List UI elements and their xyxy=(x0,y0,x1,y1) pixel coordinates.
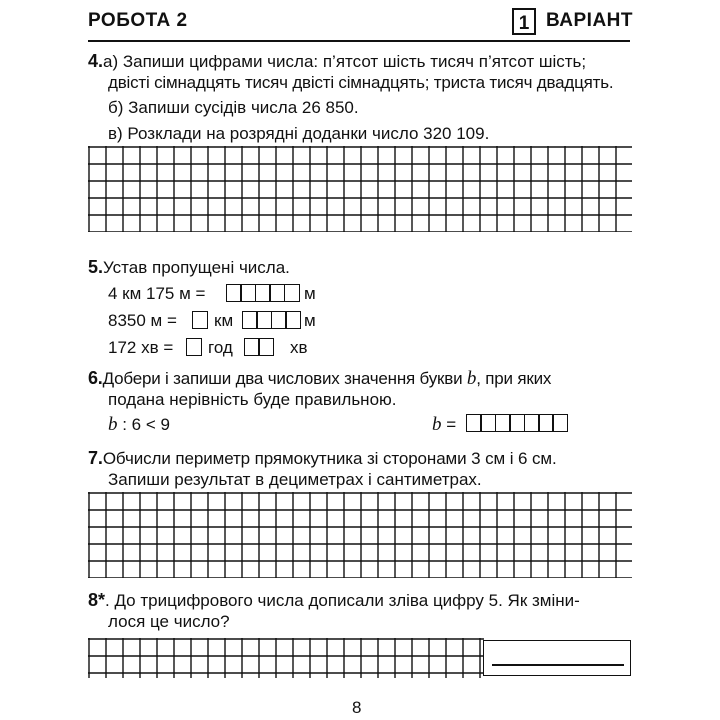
task8 xyxy=(88,589,580,612)
answer-eq: = xyxy=(441,415,457,434)
task6-number: 6. xyxy=(88,368,103,388)
task6-line1-part2: , при яких xyxy=(476,369,552,388)
task7-line2: Запиши результат в дециметрах і сантиметрах. xyxy=(108,470,482,489)
task5 xyxy=(88,256,290,279)
task8-number: 8* xyxy=(88,590,106,610)
task6-line2: подана нерівність буде правильною. xyxy=(108,390,397,409)
task5-row2-prefix: 8350 м = xyxy=(108,311,177,330)
grid-task8[interactable] xyxy=(88,638,484,678)
inequality-rest: : 6 < 9 xyxy=(117,415,170,434)
task6 xyxy=(88,367,551,390)
grid-task7[interactable] xyxy=(88,492,632,578)
task5-row3-cells-b[interactable] xyxy=(244,338,274,356)
answer-cell[interactable] xyxy=(285,311,301,329)
task5-row3-prefix: 172 хв = xyxy=(108,338,174,357)
answer-cell[interactable] xyxy=(258,338,274,356)
task5-row1-prefix: 4 км 175 м = xyxy=(108,284,206,303)
answer-box[interactable] xyxy=(483,640,631,676)
variant-label: ВАРІАНТ xyxy=(546,10,633,31)
letter-b: b xyxy=(432,414,442,435)
letter-b: b xyxy=(466,368,477,389)
task5-row1-cells[interactable] xyxy=(226,284,300,302)
work-title: РОБОТА 2 xyxy=(88,10,188,31)
task5-row3-cells-a[interactable] xyxy=(186,338,202,356)
task4-a-line1: а) Запиши цифрами числа: п’ятсот шість тисяч п’ятсот шість; xyxy=(103,52,587,71)
header-rule xyxy=(88,40,630,42)
task6-answer-label xyxy=(432,414,456,436)
task4-number: 4. xyxy=(88,51,104,71)
letter-b: b xyxy=(108,414,118,435)
task5-row1-unit: м xyxy=(304,284,316,303)
answer-cell[interactable] xyxy=(186,338,202,356)
task6-line1-part1: Добери і запиши два числових значення букви xyxy=(102,369,467,388)
task5-text: Устав пропущені числа. xyxy=(103,258,290,277)
task5-row3-unit-a: год xyxy=(208,338,233,357)
answer-cell[interactable] xyxy=(192,311,208,329)
task7-line1: Обчисли периметр прямокутника зі сторонами 3 см і 6 см. xyxy=(102,449,557,468)
answer-cell[interactable] xyxy=(552,414,568,432)
task4-a-line2: двісті сімнадцять тисяч двісті сімнадцять; триста тисяч двадцять. xyxy=(108,73,614,92)
task7-number: 7. xyxy=(88,448,103,468)
task4-b: б) Запиши сусідів числа 26 850. xyxy=(108,98,359,117)
task4-c: в) Розклади на розрядні доданки число 320 109. xyxy=(108,124,490,143)
task5-row3-unit-b: хв xyxy=(290,338,308,357)
task5-row2-unit-b: м xyxy=(304,311,316,330)
task5-row2-cells-a[interactable] xyxy=(192,311,208,329)
task5-number: 5. xyxy=(88,257,104,277)
grid-task4[interactable] xyxy=(88,146,632,232)
task7 xyxy=(88,447,557,470)
answer-line[interactable] xyxy=(492,664,624,666)
answer-cell[interactable] xyxy=(284,284,300,302)
task6-inequality xyxy=(108,414,170,436)
variant-number: 1 xyxy=(512,8,536,35)
task5-row2-unit-a: км xyxy=(214,311,234,330)
task4 xyxy=(88,50,586,73)
task8-line2: лося це число? xyxy=(108,612,230,631)
page-number: 8 xyxy=(352,698,362,717)
task6-answer-cells[interactable] xyxy=(466,414,568,432)
task8-line1: . До трицифрового числа дописали зліва цифру 5. Як зміни- xyxy=(105,591,580,610)
task5-row2-cells-b[interactable] xyxy=(242,311,301,329)
